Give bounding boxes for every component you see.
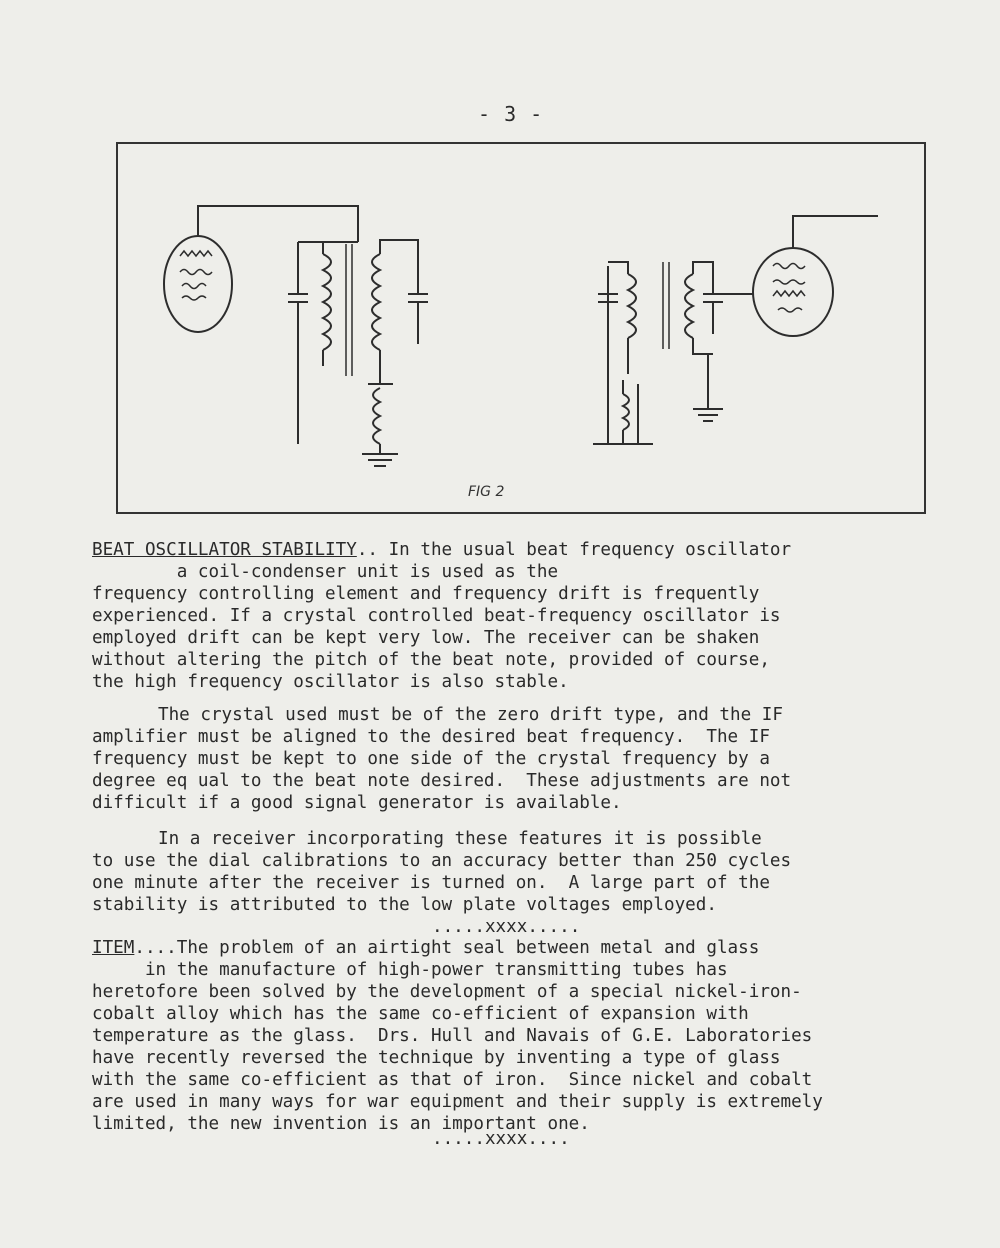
text-line: frequency must be kept to one side of the crystal frequency by a xyxy=(92,749,770,769)
text-line: have recently reversed the technique by inventing a type of glass xyxy=(92,1048,781,1068)
text-line: are used in many ways for war equipment and their supply is extremely xyxy=(92,1092,823,1112)
figure-caption: FIG 2 xyxy=(468,484,505,500)
section-heading-item: ITEM xyxy=(92,938,135,958)
receiver-paragraph xyxy=(92,850,962,916)
text-line: In a receiver incorporating these features it is possible xyxy=(158,829,762,849)
crystal-paragraph xyxy=(92,726,962,814)
circuit-diagram xyxy=(118,144,928,516)
text-line: heretofore been solved by the development of a special nickel-iron- xyxy=(92,982,802,1002)
left-vacuum-tube xyxy=(164,236,232,332)
separator: .....xxxx..... xyxy=(432,917,581,937)
text-line: experienced. If a crystal controlled beat-frequency oscillator is xyxy=(92,606,781,626)
text-line: to use the dial calibrations to an accuracy better than 250 cycles xyxy=(92,851,792,871)
text-line: frequency controlling element and frequency drift is frequently xyxy=(92,584,760,604)
circuit-diagram-figure xyxy=(116,142,926,514)
text-line: one minute after the receiver is turned on. A large part of the xyxy=(92,873,770,893)
separator: .....xxxx.... xyxy=(432,1129,570,1149)
text-line: The crystal used must be of the zero drift type, and the IF xyxy=(158,705,783,725)
item-section xyxy=(92,937,962,1135)
text-line: degree eq ual to the beat note desired. These adjustments are not xyxy=(92,771,792,791)
text-line: without altering the pitch of the beat note, provided of course, xyxy=(92,650,770,670)
text-line: amplifier must be aligned to the desired beat frequency. The IF xyxy=(92,727,770,747)
receiver-paragraph-first-line xyxy=(158,828,948,850)
text-line: with the same co-efficient as that of iron. Since nickel and cobalt xyxy=(92,1070,813,1090)
text-line: ....The problem of an airtight seal between metal and glass xyxy=(134,938,760,958)
text-line: temperature as the glass. Drs. Hull and Navais of G.E. Laboratories xyxy=(92,1026,813,1046)
crystal-paragraph-first-line xyxy=(158,704,948,726)
text-line: stability is attributed to the low plate voltages employed. xyxy=(92,895,717,915)
text-line: cobalt alloy which has the same co-efficient of expansion with xyxy=(92,1004,749,1024)
text-line: difficult if a good signal generator is available. xyxy=(92,793,622,813)
text-line: in the manufacture of high-power transmitting tubes has xyxy=(92,960,728,980)
section-heading-beat-oscillator: BEAT OSCILLATOR STABILITY xyxy=(92,540,357,560)
text-line: employed drift can be kept very low. The receiver can be shaken xyxy=(92,628,760,648)
text-line: the high frequency oscillator is also stable. xyxy=(92,672,569,692)
page-number: - 3 - xyxy=(478,102,544,126)
text-line: limited, the new invention is an important one. xyxy=(92,1114,590,1134)
text-line: .. In the usual beat frequency oscillator xyxy=(356,540,792,560)
beat-oscillator-section xyxy=(92,539,962,693)
text-line: a coil-condenser unit is used as the xyxy=(92,562,559,582)
